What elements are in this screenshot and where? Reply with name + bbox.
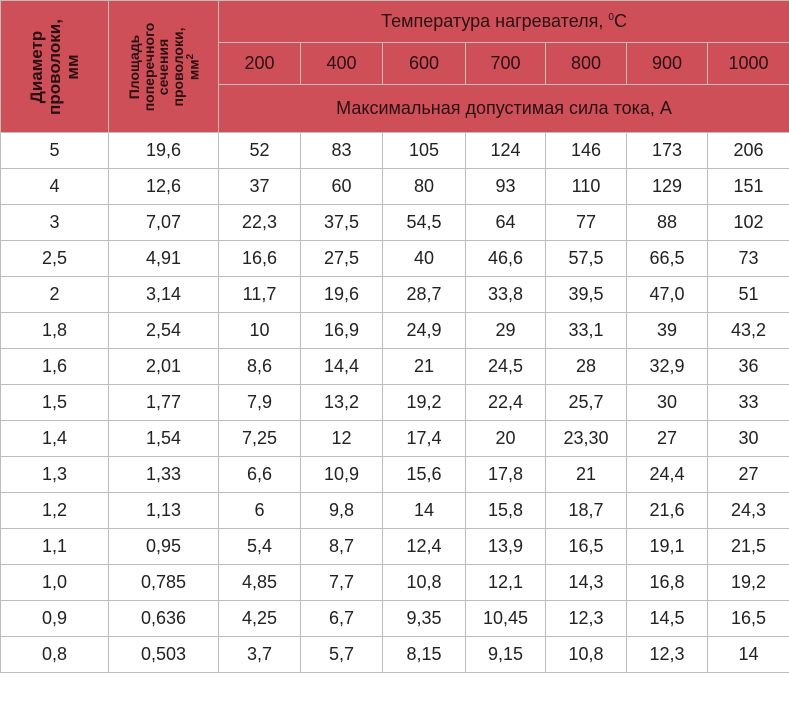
current-cell: 3,7	[219, 637, 301, 673]
current-cell: 6	[219, 493, 301, 529]
diameter-header	[1, 1, 109, 133]
current-cell: 39,5	[546, 277, 627, 313]
current-cell: 27	[627, 421, 708, 457]
area-cell: 1,33	[109, 457, 219, 493]
diameter-cell: 1,3	[1, 457, 109, 493]
table-row	[1, 133, 789, 169]
current-cell: 51	[708, 277, 789, 313]
current-cell: 16,9	[301, 313, 383, 349]
area-cell: 3,14	[109, 277, 219, 313]
diameter-cell: 1,4	[1, 421, 109, 457]
current-cell: 19,1	[627, 529, 708, 565]
area-cell: 19,6	[109, 133, 219, 169]
temp-header: 600	[383, 43, 466, 85]
current-cell: 19,2	[383, 385, 466, 421]
current-cell: 30	[627, 385, 708, 421]
table-row	[1, 493, 789, 529]
current-cell: 11,7	[219, 277, 301, 313]
table-row	[1, 565, 789, 601]
current-cell: 19,2	[708, 565, 789, 601]
current-cell: 66,5	[627, 241, 708, 277]
current-cell: 22,3	[219, 205, 301, 241]
current-cell: 46,6	[466, 241, 546, 277]
temp-header: 400	[301, 43, 383, 85]
current-cell: 15,6	[383, 457, 466, 493]
current-subtitle: Максимальная допустимая сила тока, А	[219, 85, 789, 133]
current-cell: 16,8	[627, 565, 708, 601]
temperature-unit: C	[613, 11, 627, 31]
current-cell: 4,85	[219, 565, 301, 601]
current-cell: 129	[627, 169, 708, 205]
table-row	[1, 637, 789, 673]
current-cell: 10,8	[383, 565, 466, 601]
area-cell: 7,07	[109, 205, 219, 241]
current-cell: 83	[301, 133, 383, 169]
diameter-header-line1: Диаметр	[26, 30, 46, 103]
current-cell: 27,5	[301, 241, 383, 277]
current-cell: 17,4	[383, 421, 466, 457]
table-row	[1, 385, 789, 421]
current-cell: 77	[546, 205, 627, 241]
diameter-cell: 1,8	[1, 313, 109, 349]
table-row	[1, 313, 789, 349]
current-cell: 57,5	[546, 241, 627, 277]
current-cell: 64	[466, 205, 546, 241]
current-cell: 12,3	[546, 601, 627, 637]
current-cell: 16,5	[708, 601, 789, 637]
temperature-title	[219, 1, 789, 43]
table-body	[1, 133, 789, 673]
area-header-line4: проволоки,	[169, 27, 186, 106]
current-cell: 60	[301, 169, 383, 205]
current-cell: 14	[708, 637, 789, 673]
area-cell: 0,636	[109, 601, 219, 637]
current-cell: 146	[546, 133, 627, 169]
area-cell: 4,91	[109, 241, 219, 277]
current-cell: 88	[627, 205, 708, 241]
current-cell: 12,1	[466, 565, 546, 601]
current-cell: 80	[383, 169, 466, 205]
current-cell: 19,6	[301, 277, 383, 313]
table-row	[1, 205, 789, 241]
current-cell: 173	[627, 133, 708, 169]
current-cell: 14	[383, 493, 466, 529]
current-cell: 18,7	[546, 493, 627, 529]
current-cell: 10,8	[546, 637, 627, 673]
diameter-cell: 0,9	[1, 601, 109, 637]
diameter-header-line2: проволоки,	[44, 18, 64, 115]
current-cell: 13,9	[466, 529, 546, 565]
table-row	[1, 529, 789, 565]
area-cell: 1,13	[109, 493, 219, 529]
diameter-cell: 5	[1, 133, 109, 169]
current-cell: 5,7	[301, 637, 383, 673]
current-cell: 8,6	[219, 349, 301, 385]
temp-header: 200	[219, 43, 301, 85]
diameter-cell: 1,0	[1, 565, 109, 601]
current-cell: 102	[708, 205, 789, 241]
current-cell: 20	[466, 421, 546, 457]
diameter-cell: 2,5	[1, 241, 109, 277]
diameter-cell: 4	[1, 169, 109, 205]
current-cell: 21	[546, 457, 627, 493]
current-cell: 17,8	[466, 457, 546, 493]
current-cell: 7,7	[301, 565, 383, 601]
current-cell: 8,7	[301, 529, 383, 565]
current-cell: 24,5	[466, 349, 546, 385]
current-cell: 151	[708, 169, 789, 205]
table-row	[1, 241, 789, 277]
area-cell: 0,503	[109, 637, 219, 673]
current-cell: 12,4	[383, 529, 466, 565]
table-row	[1, 349, 789, 385]
current-cell: 21	[383, 349, 466, 385]
temp-header: 900	[627, 43, 708, 85]
current-cell: 93	[466, 169, 546, 205]
current-cell: 28,7	[383, 277, 466, 313]
area-cell: 0,785	[109, 565, 219, 601]
current-cell: 16,6	[219, 241, 301, 277]
current-cell: 52	[219, 133, 301, 169]
current-cell: 29	[466, 313, 546, 349]
current-cell: 4,25	[219, 601, 301, 637]
current-cell: 7,9	[219, 385, 301, 421]
area-header-sup: 2	[184, 53, 196, 59]
current-cell: 36	[708, 349, 789, 385]
current-cell: 24,9	[383, 313, 466, 349]
current-cell: 23,30	[546, 421, 627, 457]
current-cell: 30	[708, 421, 789, 457]
current-cell: 124	[466, 133, 546, 169]
table-row	[1, 277, 789, 313]
area-cell: 1,54	[109, 421, 219, 457]
current-cell: 6,6	[219, 457, 301, 493]
temp-header: 1000	[708, 43, 789, 85]
area-header-line1: Площадь	[125, 34, 142, 99]
current-cell: 21,5	[708, 529, 789, 565]
current-cell: 33,8	[466, 277, 546, 313]
current-cell: 15,8	[466, 493, 546, 529]
current-cell: 37	[219, 169, 301, 205]
current-cell: 43,2	[708, 313, 789, 349]
diameter-cell: 1,6	[1, 349, 109, 385]
current-cell: 110	[546, 169, 627, 205]
current-cell: 37,5	[301, 205, 383, 241]
current-cell: 10,45	[466, 601, 546, 637]
current-cell: 12	[301, 421, 383, 457]
current-cell: 10	[219, 313, 301, 349]
diameter-cell: 2	[1, 277, 109, 313]
temp-header: 800	[546, 43, 627, 85]
current-cell: 206	[708, 133, 789, 169]
current-cell: 32,9	[627, 349, 708, 385]
current-cell: 24,4	[627, 457, 708, 493]
current-cell: 73	[708, 241, 789, 277]
diameter-cell: 1,2	[1, 493, 109, 529]
area-cell: 1,77	[109, 385, 219, 421]
current-cell: 33	[708, 385, 789, 421]
current-cell: 5,4	[219, 529, 301, 565]
current-cell: 8,15	[383, 637, 466, 673]
table-row	[1, 601, 789, 637]
current-cell: 13,2	[301, 385, 383, 421]
area-cell: 12,6	[109, 169, 219, 205]
table-row	[1, 457, 789, 493]
current-cell: 33,1	[546, 313, 627, 349]
diameter-cell: 1,5	[1, 385, 109, 421]
current-cell: 40	[383, 241, 466, 277]
current-cell: 10,9	[301, 457, 383, 493]
area-cell: 0,95	[109, 529, 219, 565]
current-cell: 14,3	[546, 565, 627, 601]
area-header-line2: поперечного	[140, 22, 157, 111]
area-cell: 2,54	[109, 313, 219, 349]
temp-header: 700	[466, 43, 546, 85]
current-cell: 39	[627, 313, 708, 349]
current-cell: 54,5	[383, 205, 466, 241]
diameter-cell: 0,8	[1, 637, 109, 673]
current-cell: 25,7	[546, 385, 627, 421]
current-cell: 105	[383, 133, 466, 169]
area-header-line5: мм	[184, 58, 201, 80]
current-cell: 24,3	[708, 493, 789, 529]
temperature-title-text: Температура нагревателя,	[381, 11, 609, 31]
current-cell: 28	[546, 349, 627, 385]
current-cell: 47,0	[627, 277, 708, 313]
table-row	[1, 421, 789, 457]
current-cell: 27	[708, 457, 789, 493]
area-header-line3: сечения	[154, 38, 171, 95]
diameter-cell: 1,1	[1, 529, 109, 565]
current-cell: 9,15	[466, 637, 546, 673]
current-cell: 14,5	[627, 601, 708, 637]
diameter-cell: 3	[1, 205, 109, 241]
current-cell: 14,4	[301, 349, 383, 385]
area-header	[109, 1, 219, 133]
current-cell: 6,7	[301, 601, 383, 637]
current-cell: 22,4	[466, 385, 546, 421]
diameter-header-line3: мм	[62, 53, 82, 80]
area-cell: 2,01	[109, 349, 219, 385]
current-cell: 12,3	[627, 637, 708, 673]
table-row	[1, 169, 789, 205]
current-cell: 7,25	[219, 421, 301, 457]
current-cell: 21,6	[627, 493, 708, 529]
current-cell: 9,8	[301, 493, 383, 529]
temperature-degree-sup: 0	[608, 12, 614, 23]
current-cell: 9,35	[383, 601, 466, 637]
current-cell: 16,5	[546, 529, 627, 565]
